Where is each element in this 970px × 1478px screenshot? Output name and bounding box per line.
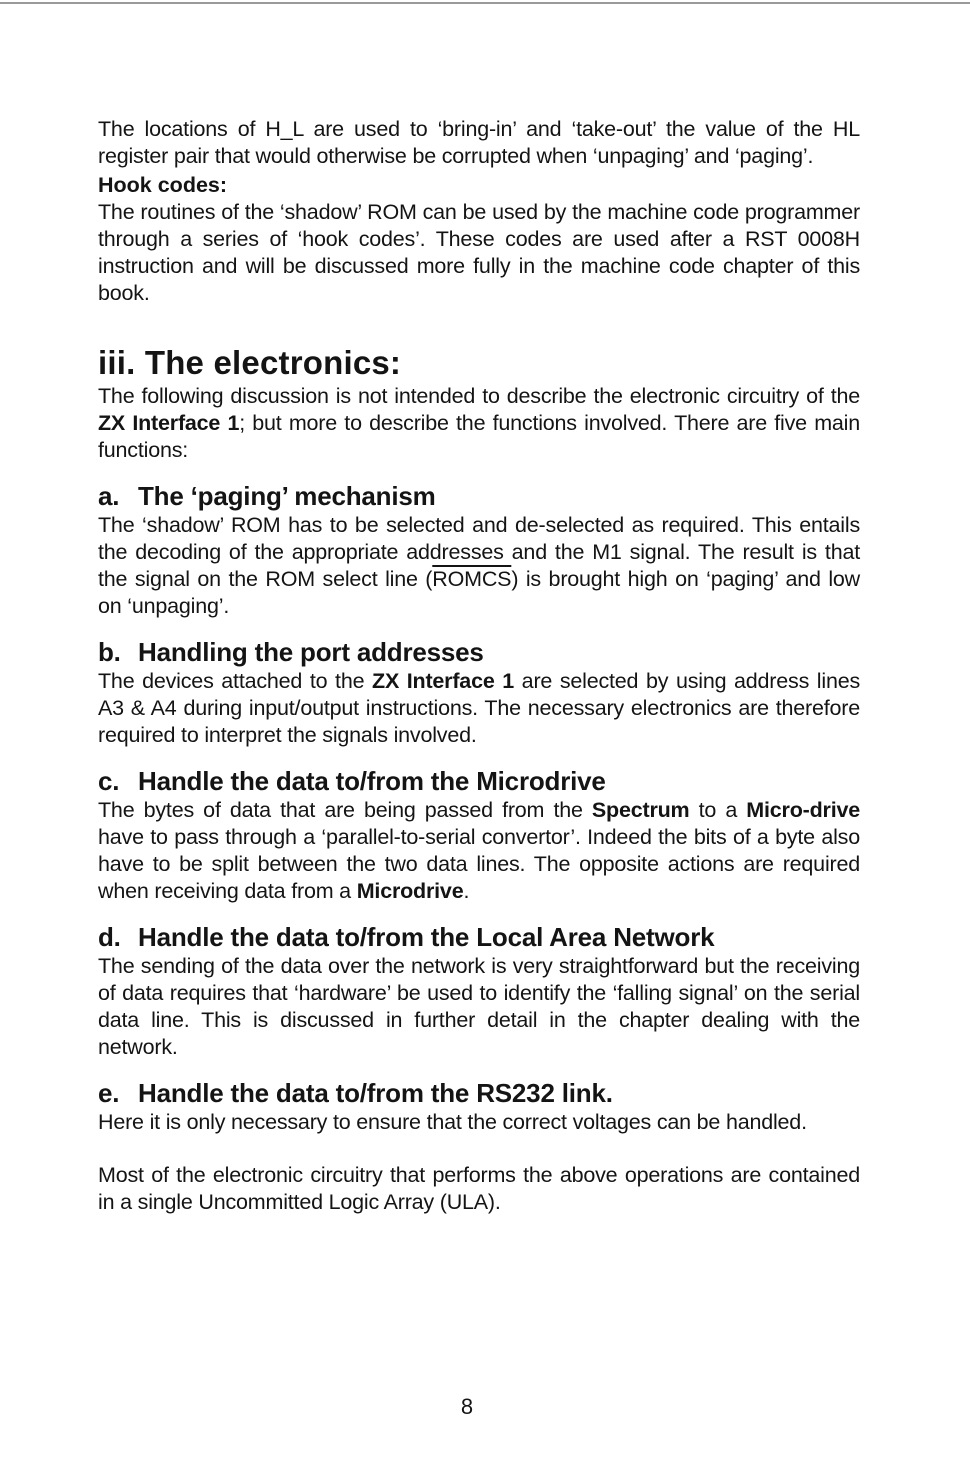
- section-d-letter: d.: [98, 922, 121, 952]
- section-e-heading: [98, 1077, 860, 1109]
- section-d-heading: [98, 921, 860, 953]
- section-b-title: Handling the port addresses: [138, 637, 484, 667]
- electronics-interface-name: ZX Interface 1: [98, 411, 240, 435]
- section-b-heading: [98, 636, 860, 668]
- section-b-text-2: are selected by using address lines A3 & A4 during input/output instructions. The necessary electronics are therefore required to interpret the signals involved.: [98, 669, 861, 747]
- hook-codes-paragraph: The routines of the ‘shadow’ ROM can be used by the machine code programmer through a series of ‘hook codes’. These codes are used after a RST 0008H instruction and will be discussed more fully in the machine code chapter of this book.: [98, 200, 860, 305]
- section-c-paragraph: [98, 797, 860, 905]
- top-rule: [0, 2, 970, 4]
- section-a-text-2: ) is brought high on ‘paging’ and low on ‘unpaging’.: [98, 567, 860, 618]
- electronics-text-2: ; but more to describe the functions involved. There are five main functions:: [98, 411, 860, 462]
- section-c-spectrum: Spectrum: [591, 798, 690, 822]
- section-c-text-3: have to pass through a ‘parallel-to-serial convertor’. Indeed the bits of a byte also have to be split between the two data lines. The opposite actions are required when receiving data from a: [98, 825, 860, 903]
- section-e-title: Handle the data to/from the RS232 link.: [138, 1078, 613, 1108]
- section-c-title: Handle the data to/from the Microdrive: [138, 766, 606, 796]
- section-b-letter: b.: [98, 637, 121, 667]
- section-a-letter: a.: [98, 481, 120, 511]
- section-a-title: The ‘paging’ mechanism: [138, 481, 436, 511]
- section-c-microdrive-1: Micro-drive: [746, 798, 860, 822]
- section-d-title: Handle the data to/from the Local Area Network: [138, 922, 715, 952]
- section-b-paragraph: [98, 668, 860, 749]
- section-c-microdrive-2: Microdrive: [356, 879, 464, 903]
- section-b-text-1: The devices attached to the: [98, 669, 373, 693]
- closing-paragraph: Most of the electronic circuitry that performs the above operations are contained in a single Uncommitted Logic Array (ULA).: [98, 1163, 860, 1214]
- hook-codes-heading: Hook codes:: [98, 173, 228, 197]
- electronics-text-1: The following discussion is not intended to describe the electronic circuitry of the: [98, 384, 860, 408]
- page-body: [98, 116, 860, 1216]
- section-c-text-1: The bytes of data that are being passed from the: [98, 798, 592, 822]
- section-c-letter: c.: [98, 766, 120, 796]
- section-c-text-2: to a: [689, 798, 747, 822]
- section-a-heading: [98, 480, 860, 512]
- section-a-paragraph: [98, 512, 860, 620]
- section-c-text-4: .: [463, 879, 470, 903]
- section-e-letter: e.: [98, 1078, 120, 1108]
- section-a-text-1: The ‘shadow’ ROM has to be selected and de-selected as required. This entails the decoding of the appropriate addresses and the M1 signal. The result is that the signal on the ROM select line (: [98, 513, 860, 591]
- section-d-paragraph: The sending of the data over the network is very straightforward but the receiving of data requires that ‘hardware’ be used to identify the ‘falling signal’ on the serial data line. This is discussed in further detail in the chapter dealing with the network.: [98, 954, 860, 1059]
- section-e-paragraph: Here it is only necessary to ensure that the correct voltages can be handled.: [98, 1110, 807, 1134]
- section-b-interface-name: ZX Interface 1: [372, 669, 515, 693]
- section-c-heading: [98, 765, 860, 797]
- electronics-paragraph: [98, 383, 860, 464]
- electronics-heading: iii. The electronics:: [98, 344, 402, 381]
- page-number: 8: [460, 1394, 474, 1419]
- romcs-signal: ROMCS: [432, 567, 512, 591]
- intro-paragraph: The locations of H_L are used to ‘bring-in’ and ‘take-out’ the value of the HL register pair that would otherwise be corrupted when ‘unpaging’ and ‘paging’.: [98, 117, 860, 168]
